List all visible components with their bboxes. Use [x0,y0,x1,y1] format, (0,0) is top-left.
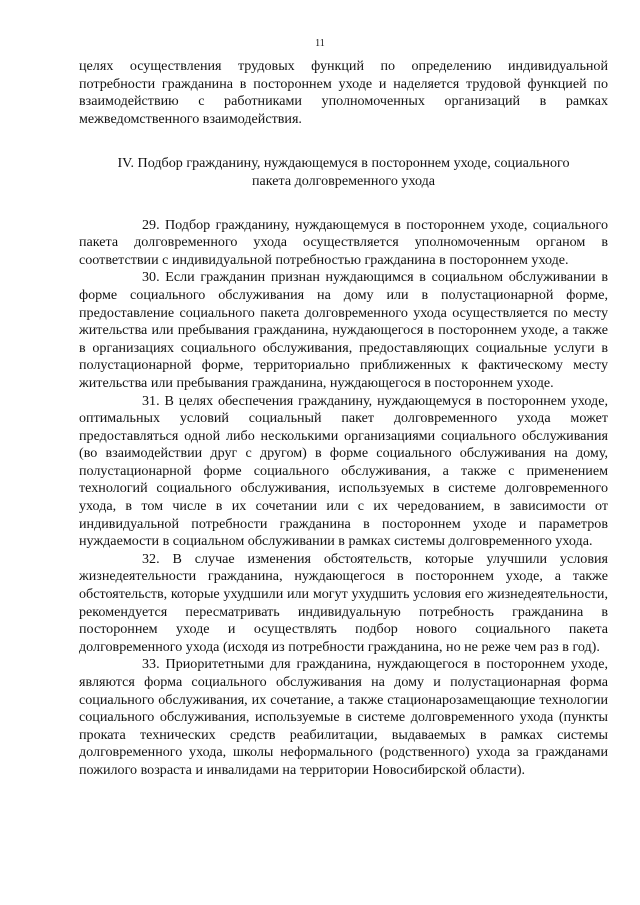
section-heading-line-2: пакета долговременного ухода [251,172,436,189]
page-content [79,58,608,780]
section-heading-line-1: IV. Подбор гражданину, нуждающемуся в постороннем уходе, социального [117,155,570,172]
paragraph-31: 31. В целях обеспечения гражданину, нуждающемуся в постороннем уходе, оптимальных условий социальный пакет долговременного ухода может предоставляться одной либо несколькими организациями социального обслуживания (во взаимодействии друг с другом) в форме социального обслуживания на дому, полустационарной форме социального обслуживания, а также с применением технологий социального обслуживания, используемых в системе долговременного ухода, в том числе в их сочетании или с их чередованием, в зависимости от индивидуальной потребности гражданина в постороннем уходе и параметров нуждаемости в социальном обслуживании в рамках системы долговременного ухода. [79,392,608,550]
paragraph-32: 32. В случае изменения обстоятельств, которые улучшили условия жизнедеятельности гражданина, нуждающегося в постороннем уходе, а также обстоятельств, которые ухудшили или могут ухудшить условия его жизнедеятельности, рекомендуется пересматривать индивидуальную потребность гражданина в постороннем уходе и осуществлять подбор нового социального пакета долговременного ухода (исходя из потребности гражданина, но не реже чем раз в год). [79,550,608,655]
paragraph-30: 30. Если гражданин признан нуждающимся в социальном обслуживании в форме социального обслуживания на дому или в полустационарной форме, предоставление социального пакета долговременного ухода осуществляется по месту жительства или пребывания гражданина, нуждающегося в постороннем уходе, а также в организациях социального обслуживания, предоставляющих социальные услуги в полустационарной форме, территориально приближенных к фактическому месту жительства или пребывания гражданина, нуждающегося в постороннем уходе. [79,269,608,391]
paragraph-29: 29. Подбор гражданину, нуждающемуся в постороннем уходе, социального пакета долговременного ухода осуществляется уполномоченным органом в соответствии с индивидуальной потребностью гражданина в постороннем уходе. [79,216,608,268]
intro-paragraph: целях осуществления трудовых функций по определению индивидуальной потребности гражданина в постороннем уходе и наделяется трудовой функцией по взаимодействию с работниками уполномоченных организаций в рамках межведомственного взаимодействия. [79,58,608,127]
page-number: 11 [315,38,325,49]
paragraph-33: 33. Приоритетными для гражданина, нуждающегося в постороннем уходе, являются форма социального обслуживания на дому и полустационарная форма социального обслуживания, их сочетание, а также стационарозамещающие технологии социального обслуживания, используемые в системе долговременного ухода (пункты проката технических средств реабилитации, выдаваемых в рамках системы долговременного ухода, школы неформального (родственного) ухода за гражданами пожилого возраста и инвалидами на территории Новосибирской области). [79,656,608,778]
section-heading [79,155,608,190]
